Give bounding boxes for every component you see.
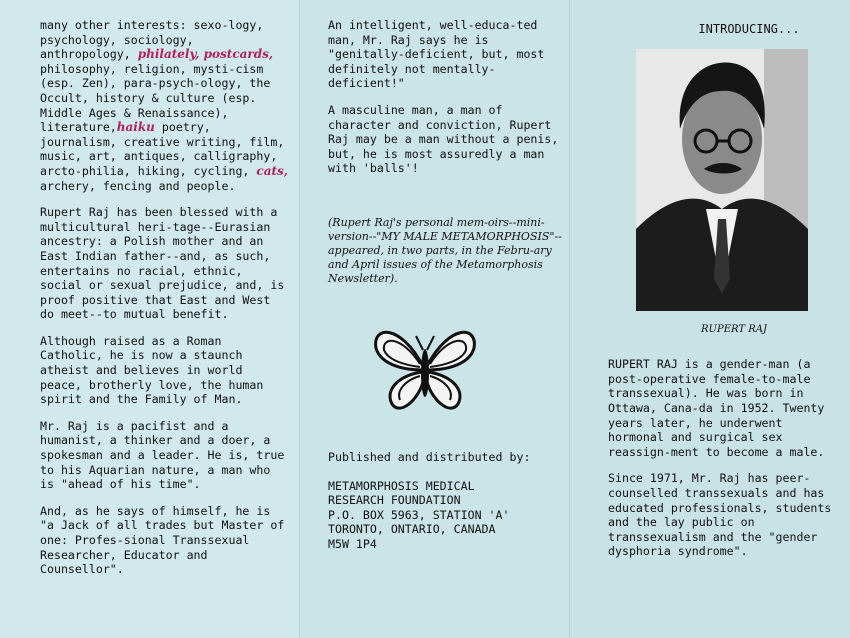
- introducing-heading: INTRODUCING...: [698, 22, 800, 36]
- left-panel: [0, 0, 300, 638]
- intro-paragraph: RUPERT RAJ is a gender-man (a post-operative female-to-male transsexual). He was born in Ottawa, Cana-da in 1952. Twenty years later, he underwent hormonal and surgical sex reassign-ment to become a male.: [608, 357, 825, 459]
- interests-text-d: archery, fencing and people.: [40, 178, 236, 193]
- middle-panel: [300, 0, 570, 638]
- interests-text-b: philosophy, religion, mysti-cism (esp. Zen), para-psych-ology, the Occult, history & culture (esp. Middle Ages & Renaissance), literature,: [40, 61, 271, 135]
- heritage-paragraph: Rupert Raj has been blessed with a multicultural heri-tage--Eurasian ancestry: a Polish mother and an East Indian father--and, as such, entertains no racial, ethnic, social or sexual prejudice, and, is proof positive that East and West do meet--to mutual benefit.: [40, 205, 285, 322]
- pacifist-paragraph: Mr. Raj is a pacifist and a humanist, a thinker and a doer, a spokesman and a leader. He is, true to his Aquarian nature, a man who is "ahead of his time".: [40, 418, 285, 492]
- address-line: METAMORPHOSIS MEDICAL: [328, 478, 475, 493]
- religion-paragraph: Although raised as a Roman Catholic, he is now a staunch atheist and believes in world peace, brotherly love, the human spirit and the Family of Man.: [40, 333, 264, 407]
- handwritten-note-philately: philately, postcards,: [137, 47, 274, 62]
- masculine-paragraph: A masculine man, a man of character and conviction, Rupert Raj may be a man without a penis, but, he is most assuredly a man with 'balls'!: [328, 102, 559, 176]
- portrait-photo: [636, 49, 808, 311]
- butterfly-icon: [370, 318, 480, 418]
- counselling-paragraph: Since 1971, Mr. Raj has peer-counselled transsexuals and has educated professionals, students and the lay public on transsexualism and the "gender dysphoria syndrome".: [608, 471, 832, 559]
- address-line: P.O. BOX 5963, STATION 'A': [328, 507, 510, 522]
- photo-caption: RUPERT RAJ: [701, 323, 767, 335]
- interests-text-c: poetry, journalism, creative writing, film, music, art, antiques, calligraphy, arcto-philia, hiking, cycling,: [40, 120, 285, 178]
- handwritten-note-haiku: haiku: [116, 120, 155, 135]
- jack-of-all-trades-paragraph: And, as he says of himself, he is "a Jack of all trades but Master of one: Profes-sional Transsexual Researcher, Educator and Counsellor".: [40, 503, 285, 577]
- foundation-address: [328, 479, 562, 552]
- handwritten-note-cats: cats,: [256, 163, 288, 178]
- interests-text-a: many other interests: sexo-logy, psychology, sociology, anthropology,: [40, 18, 264, 62]
- address-line: TORONTO, ONTARIO, CANADA: [328, 522, 496, 537]
- published-by-label: Published and distributed by:: [328, 449, 531, 464]
- education-paragraph: An intelligent, well-educa-ted man, Mr. Raj says he is "genitally-deficient, but, most definitely not mentally-deficient!": [328, 18, 545, 91]
- address-line: M5W 1P4: [328, 536, 377, 551]
- memoirs-note: (Rupert Raj's personal mem-oirs--mini-version--"MY MALE METAMORPHOSIS"--appeared, in two parts, in the Febru-ary and April issues of the Metamorphosis Newsletter).: [328, 215, 562, 285]
- right-panel: [570, 0, 850, 638]
- address-line: RESEARCH FOUNDATION: [328, 493, 461, 508]
- interests-paragraph: [40, 18, 290, 193]
